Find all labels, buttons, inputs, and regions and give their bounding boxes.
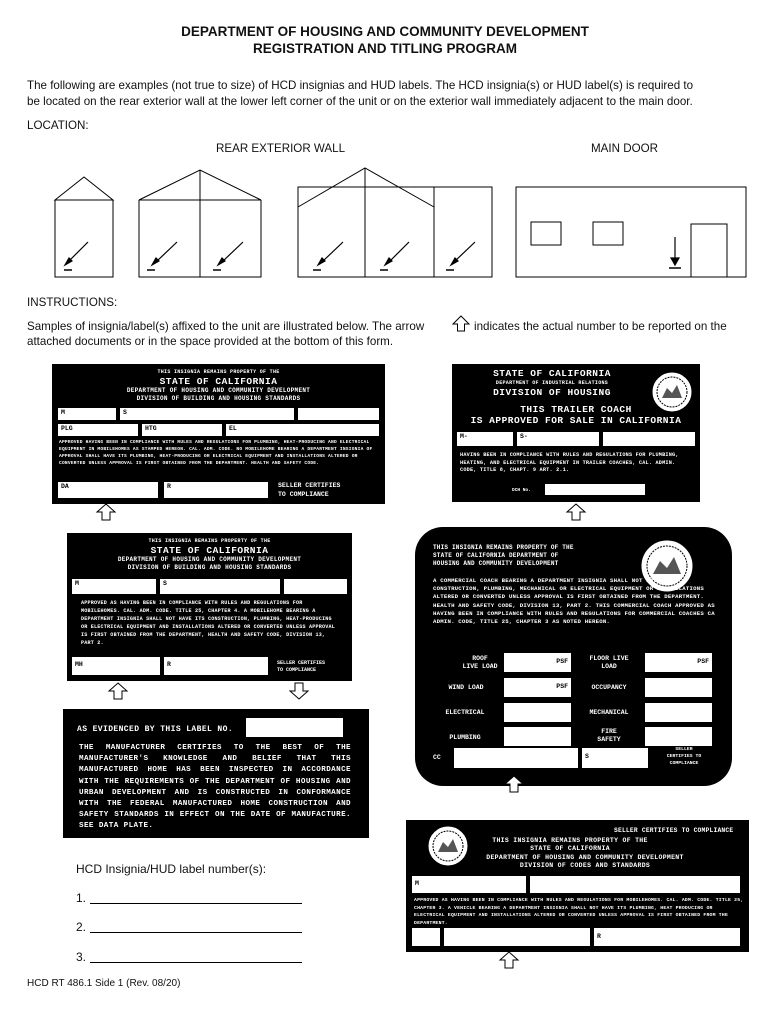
label3-r-field: R [164, 657, 268, 675]
instructions-line-1a: Samples of insignia/label(s) affixed to the unit are illustrated below. The arrow [27, 320, 425, 333]
location-diagram [0, 0, 770, 300]
label4-s-field: S [582, 748, 648, 768]
commercial-coach-insignia [415, 527, 732, 786]
label1-blank-field [298, 408, 379, 420]
label2-dch-no: DCH No. [512, 488, 531, 493]
label4-occupancy-field [645, 678, 712, 697]
label2-division: DIVISION OF HOUSING [493, 387, 611, 398]
label3-s-field: S [160, 579, 280, 594]
label2-body: HAVING BEEN IN COMPLIANCE WITH RULES AND REGULATIONS FOR PLUMBING, HEATING, AND ELECTRICAL EQUIPMENT IN TRAILER COACHES, CAL. ADMIN. CODE, TITLE 8, CHAPT. 9 ART. 2.1. [460, 452, 679, 473]
label4-top-3: HOUSING AND COMMUNITY DEVELOPMENT [433, 560, 559, 567]
label1-r-field: R [164, 482, 268, 498]
label1-seller: SELLER CERTIFIES [278, 482, 341, 489]
label6-body: APPROVED AS HAVING BEEN IN COMPLIANCE WITH RULES AND REGULATIONS FOR MOBILEHOMES. CAL. ADM. CODE. TITLE 25, CHAPTER 3. A VEHICLE BEARING A DEPARTMENT INSIGNIA SHALL NOT HAVE ITS PLUMBING, HEAT PRODUCING OR ELECTRICAL EQUIPMENT AND INSTALLATIONS ALTERED OR CONVERTED UNLESS APPROVAL IS FIRST OBTAINED FROM THE DEPARTMENT. [414, 898, 744, 926]
label4-body: A COMMERCIAL COACH BEARING A DEPARTMENT INSIGNIA SHALL NOT HAVE ITS CONSTRUCTION, PLUMBING, MECHANICAL OR ELECTRICAL EQUIPMENT OR INSTALLATIONS ALTERED OR CONVERTED UNLESS APPROVAL IS FIRST OBTAINED FROM THE DEPARTMENT. HEALTH AND SAFETY CODE, DIVISION 13, PART 2. THIS COMMERCIAL COACH APPROVED AS HAVING BEEN IN COMPLIANCE WITH RULES AND REGULATIONS FOR COMMERCIAL COACHES CA ADMIN. CODE, TITLE 25, CHAPTER 3 AS NOTED HEREON. [433, 577, 715, 626]
label6-seller: SELLER CERTIFIES TO COMPLIANCE [614, 827, 734, 834]
label1-body: APPROVED HAVING BEEN IN COMPLIANCE WITH RULES AND REGULATIONS FOR PLUMBING, HEAT-PRODUCING AND ELECTRICAL EQUIPMENT IN MOBILEHOMES AS STAMPED HEREON. CAL. ADM. CODE. NO MOBILEHOME BEARING A DEPARTMENT INSIGNIA OF APPROVAL SHALL HAVE ITS PLUMBING, HEAT-PRODUCING OR ELECTRICAL EQUIPMENT AND INSTALLATIONS ALTERED OR CONVERTED UNLESS APPROVAL IS FIRST OBTAINED FROM THE DEPARTMENT. HEALTH AND SAFETY CODE. [59, 440, 373, 466]
number-1-label: 1. [76, 891, 87, 905]
label6-m-field: M [412, 876, 526, 893]
label2-coach-line-1: THIS TRAILER COACH [520, 404, 632, 415]
intro-line-2: be located on the rear exterior wall at the lower left corner of the unit or on the exterior wall immediately adjacent to the main door. [27, 95, 693, 108]
label3-division: DIVISION OF BUILDING AND HOUSING STANDARDS [127, 564, 292, 571]
label6-top: THIS INSIGNIA REMAINS PROPERTY OF THE [492, 837, 648, 844]
intro-line-1: The following are examples (not true to size) of HCD insignias and HUD labels. The HCD insignia(s) or HUD label(s) is required to [27, 79, 694, 92]
hud-label-number-field [246, 718, 343, 737]
label3-blank-field [284, 579, 347, 594]
california-seal-icon [651, 371, 693, 413]
label4-seller-1: SELLER [675, 747, 693, 752]
hcd-codes-standards-insignia [406, 820, 749, 952]
label4-seller-2: CERTIFIES TO [666, 754, 702, 759]
label1-division: DIVISION OF BUILDING AND HOUSING STANDARDS [136, 395, 301, 402]
label4-fire-1: FIRE [601, 728, 617, 735]
arrow-up-icon [452, 315, 470, 333]
hud-body: THE MANUFACTURER CERTIFIES TO THE BEST OF THE MANUFACTURER'S KNOWLEDGE AND BELIEF THAT THIS MANUFACTURED HOME HAS BEEN INSPECTED IN ACCORDANCE WITH THE REQUIREMENTS OF THE DEPARTMENT OF HOUSING AND URBAN DEVELOPMENT AND IS CONSTRUCTED IN CONFORMANCE WITH THE FEDERAL MANUFACTURED HOME CONSTRUCTION AND SAFETY STANDARDS IN EFFECT ON THE DATE OF MANUFACTURE. SEE DATA PLATE. [79, 744, 351, 831]
hcd-insignia-label-1 [52, 364, 385, 504]
label2-dept: DEPARTMENT OF INDUSTRIAL RELATIONS [495, 380, 609, 386]
label3-m-field: M [72, 579, 156, 594]
number-3-label: 3. [76, 950, 87, 964]
label4-fire-field [645, 727, 712, 746]
form-subtitle: REGISTRATION AND TITLING PROGRAM [253, 41, 517, 56]
label4-roof-1: ROOF [472, 655, 488, 662]
instructions-line-2: attached documents or in the space provided at the bottom of this form. [27, 335, 394, 348]
label2-m-field: M- [457, 432, 513, 446]
rear-wall-heading: REAR EXTERIOR WALL [216, 142, 346, 155]
label4-roof-psf-field: PSF [504, 653, 571, 672]
location-heading: LOCATION: [27, 119, 89, 132]
label6-blank-field [530, 876, 740, 893]
label3-seller-2: TO COMPLIANCE [277, 667, 317, 673]
label1-htg-field: HTG [142, 424, 222, 436]
label1-el-field: EL [226, 424, 379, 436]
label4-wind: WIND LOAD [448, 684, 484, 691]
label6-arrow-icon [499, 951, 519, 969]
number-2-label: 2. [76, 920, 87, 934]
label6-state: STATE OF CALIFORNIA [530, 845, 610, 852]
label6-number-field [444, 928, 590, 946]
main-door-heading: MAIN DOOR [591, 142, 658, 155]
label4-floor-1: FLOOR LIVE [589, 655, 629, 662]
label3-top-text: THIS INSIGNIA REMAINS PROPERTY OF THE [148, 538, 271, 544]
label3-seller: SELLER CERTIFIES [277, 660, 326, 666]
number-3-input-line[interactable] [90, 962, 302, 963]
label4-cc: CC [433, 754, 441, 761]
form-title: DEPARTMENT OF HOUSING AND COMMUNITY DEVELOPMENT [181, 24, 589, 39]
label1-arrow-icon [96, 503, 116, 521]
instructions-line-1b: indicates the actual number to be reported on the [474, 320, 727, 333]
numbers-heading: HCD Insignia/HUD label number(s): [76, 862, 267, 876]
label1-state: STATE OF CALIFORNIA [159, 376, 278, 387]
label2-arrow-icon [566, 503, 586, 521]
label3-body: APPROVED AS HAVING BEEN IN COMPLIANCE WITH RULES AND REGULATIONS FOR MOBILEHOMES. CAL. ADM. CODE. TITLE 25, CHAPTER 4. A MOBILEHOME BEARING A DEPARTMENT INSIGNIA SHALL NOT HAVE ITS CONSTRUCTION, PLUMBING, HEAT-PRODUCING OR ELECTRICAL EQUIPMENT AND INSTALLATIONS ALTERED OR CONVERTED UNLESS APPROVAL IS FIRST OBTAINED FROM THE DEPARTMENT, HEALTH AND SAFETY CODE, DIVISION 13, PART 2. [81, 600, 336, 646]
label4-fire-2: SAFETY [597, 736, 621, 743]
label4-electrical: ELECTRICAL [445, 709, 485, 716]
form-footer: HCD RT 486.1 Side 1 (Rev. 08/20) [27, 978, 181, 989]
label4-wind-psf-field: PSF [504, 678, 571, 697]
label6-dept: DEPARTMENT OF HOUSING AND COMMUNITY DEVELOPMENT [486, 854, 684, 861]
number-2-input-line[interactable] [90, 932, 302, 933]
label4-cc-field [454, 748, 578, 768]
label4-seller-3: COMPLIANCE [669, 761, 699, 766]
hud-evidenced-text: AS EVIDENCED BY THIS LABEL NO. [77, 725, 234, 734]
label2-s-field: S- [517, 432, 599, 446]
label4-arrow-icon [504, 775, 524, 793]
label4-mechanical-field [645, 703, 712, 722]
california-seal-icon [427, 824, 469, 868]
label2-blank-field [603, 432, 695, 446]
label1-seller-2: TO COMPLIANCE [278, 491, 329, 498]
label6-division: DIVISION OF CODES AND STANDARDS [519, 862, 651, 869]
label4-floor-2: LOAD [601, 663, 617, 670]
hcd-insignia-label-3 [67, 533, 352, 681]
label4-floor-psf-field: PSF [645, 653, 712, 672]
label4-mechanical: MECHANICAL [589, 709, 629, 716]
label1-dept: DEPARTMENT OF HOUSING AND COMMUNITY DEVELOPMENT [126, 387, 311, 394]
label3-mh-field: MH [72, 657, 160, 675]
label4-top-1: THIS INSIGNIA REMAINS PROPERTY OF THE [433, 544, 574, 551]
label4-electrical-field [504, 703, 571, 722]
label6-r-field: R [594, 928, 740, 946]
label4-top-2: STATE OF CALIFORNIA DEPARTMENT OF [433, 552, 559, 559]
label3-arrow-icon [108, 682, 128, 700]
label1-m-field: M [58, 408, 116, 420]
label6-blank-small-field [412, 928, 440, 946]
label1-s-field: S [120, 408, 294, 420]
label2-state: STATE OF CALIFORNIA [493, 368, 611, 379]
label4-occupancy: OCCUPANCY [591, 684, 627, 691]
label4-plumbing-field [504, 727, 571, 746]
label3-dept: DEPARTMENT OF HOUSING AND COMMUNITY DEVELOPMENT [117, 556, 302, 563]
label1-top-text: THIS INSIGNIA REMAINS PROPERTY OF THE [157, 369, 280, 375]
number-1-input-line[interactable] [90, 903, 302, 904]
label3-state: STATE OF CALIFORNIA [150, 545, 269, 556]
hud-label [63, 709, 369, 838]
label2-dch-field [545, 484, 645, 495]
instructions-heading: INSTRUCTIONS: [27, 296, 118, 309]
label2-coach-line-2: IS APPROVED FOR SALE IN CALIFORNIA [470, 415, 682, 426]
label1-da-field: DA [58, 482, 158, 498]
label4-plumbing: PLUMBING [449, 734, 481, 741]
label1-plg-field: PLG [58, 424, 138, 436]
label4-roof-2: LIVE LOAD [462, 663, 498, 670]
label3-down-arrow-icon [289, 682, 309, 700]
hcd-trailer-coach-label [452, 364, 700, 502]
